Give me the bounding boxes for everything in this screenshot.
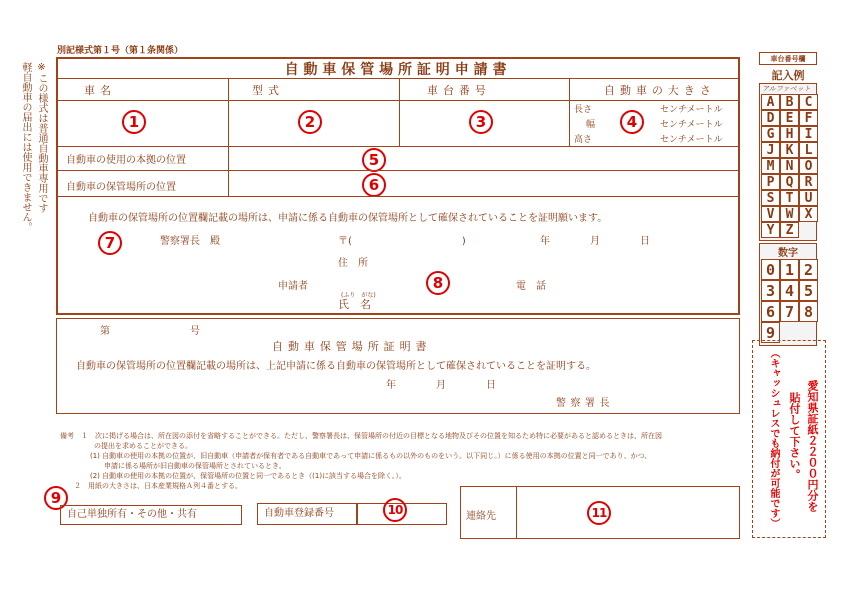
alphabet-letter: N: [780, 158, 799, 174]
legend-panel: [759, 52, 817, 342]
note-line-1: 備考 １ 次に掲げる場合は、所在図の添付を省略することができる。ただし、警察署長は、保管場所の付近の目標となる地物及びその位置を知るため特に必要があると認めるときは、所在図: [60, 432, 662, 440]
alphabet-letter: K: [780, 142, 799, 158]
marker-4: [620, 110, 644, 134]
alphabet-letter: I: [799, 126, 818, 142]
digit: 3: [761, 280, 780, 301]
legend-subtitle: 記入例: [771, 69, 805, 82]
note-line-6: ２ 用紙の大きさは、日本産業規格Ａ列４番とする。: [74, 482, 242, 490]
postal-code: 〒( ): [338, 236, 466, 247]
alphabet-letter: W: [780, 206, 799, 222]
left-note-2: 軽自動車の届出には使用できません。: [20, 62, 31, 232]
cert-text: 自動車の保管場所の位置欄記載の場所は、上記申請に係る自動車の保管場所として確保されていることを証明する。: [76, 361, 596, 372]
notes: [60, 431, 750, 491]
marker-5: [362, 148, 386, 172]
size-width-label: 幅: [586, 120, 596, 130]
form-id: 別記様式第１号（第１条関係）: [57, 46, 184, 56]
digit: 1: [780, 259, 799, 280]
circled-number: 10: [383, 498, 407, 522]
cert-police: 警察署長: [556, 398, 614, 409]
circled-number: 4: [620, 110, 644, 134]
marker-7: [98, 231, 122, 255]
circled-number: 9: [44, 486, 68, 510]
note-line-2: の提出を求めることができる。: [94, 442, 192, 450]
ownership-box: [60, 505, 242, 525]
circled-number: 1: [122, 110, 146, 134]
alphabet-letter: R: [799, 174, 818, 190]
police-chief-to: 警察署長 殿: [160, 236, 220, 247]
stamp-text-3: （キャッシュレスでも納付が可能です）: [768, 348, 779, 528]
name-label: 氏 名: [338, 298, 371, 311]
note-line-3: (1) 自動車の使用の本拠の位置が、旧自動車（申請者が保有者である自動車であって申請に係るもの以外のものをいう。以下同じ。）に係る使用の本拠の位置と同一であり、かつ、: [90, 452, 652, 460]
alphabet-letter: X: [799, 206, 818, 222]
alphabet-letter: Q: [780, 174, 799, 190]
alphabet-letter: T: [780, 190, 799, 206]
size-height-label: 高さ: [574, 135, 593, 145]
stamp-text-2: 貼付して下さい。: [788, 392, 801, 480]
address-label: 住 所: [338, 258, 368, 269]
digit: 7: [780, 301, 799, 322]
header-size: 自動車の大きさ: [604, 84, 716, 97]
applicant-label: 申請者: [278, 281, 308, 292]
alpha-block: [759, 83, 817, 241]
digit: 6: [761, 301, 780, 322]
marker-2: [298, 110, 322, 134]
digit-block: [759, 243, 817, 346]
request-text: 自動車の保管場所の位置欄記載の場所は、申請に係る自動車の保管場所として確保されていることを証明願います。: [88, 213, 608, 224]
digits-label: 数字: [778, 248, 798, 259]
note-line-5: (2) 自動車の使用の本拠の位置が、保管場所の位置と同一であるとき（(1)に該当する場合を除く。）。: [90, 472, 406, 480]
alphabet-grid: [761, 94, 816, 238]
alphabet-letter: G: [761, 126, 780, 142]
phone-label: 電 話: [516, 281, 546, 292]
marker-1: [122, 110, 146, 134]
alphabet-letter: A: [761, 94, 780, 110]
header-name: [84, 82, 224, 98]
alphabet-letter: P: [761, 174, 780, 190]
storage-location-label: 自動車の保管場所の位置: [66, 182, 176, 193]
name-ruby: (ふり がな): [341, 292, 376, 299]
stamp-text-1: 愛知県証紙２２００円分を: [806, 380, 819, 512]
header-chassis: 車台番号: [427, 84, 491, 97]
circled-number: 7: [98, 231, 122, 255]
header-model: 型式: [252, 84, 284, 97]
alphabet-letter: S: [761, 190, 780, 206]
digits-grid: [761, 259, 816, 343]
marker-8: [426, 271, 450, 295]
alphabet-letter: J: [761, 142, 780, 158]
digit: 8: [799, 301, 818, 322]
digit: 9: [761, 322, 780, 343]
alphabet-letter: B: [780, 94, 799, 110]
alphabet-letter: H: [780, 126, 799, 142]
circled-number: 11: [587, 501, 611, 525]
alphabet-letter: U: [799, 190, 818, 206]
circled-number: 6: [362, 173, 386, 197]
size-height-unit: センチメートル: [660, 135, 723, 145]
alphabet-letter: V: [761, 206, 780, 222]
header-name-text: 車名: [84, 84, 116, 97]
alphabet-letter: C: [799, 94, 818, 110]
circled-number: 8: [426, 271, 450, 295]
legend-title: 車台番号欄: [759, 52, 817, 65]
marker-3: [469, 110, 493, 134]
size-length-unit: センチメートル: [660, 105, 723, 115]
alphabet-letter: E: [780, 110, 799, 126]
alphabet-letter: O: [799, 158, 818, 174]
alphabet-letter: M: [761, 158, 780, 174]
application-title: 自動車保管場所証明申請書: [284, 62, 512, 78]
note-line-4: 申請に係る場所が旧自動車の保管場所とされているとき。: [104, 462, 286, 470]
circled-number: 3: [469, 110, 493, 134]
alpha-label: アルファベット: [762, 85, 811, 93]
digit: 2: [799, 259, 818, 280]
reg-label-box: [257, 503, 357, 525]
alphabet-letter: D: [761, 110, 780, 126]
circled-number: 5: [362, 148, 386, 172]
size-length-label: 長さ: [574, 105, 593, 115]
digit: 0: [761, 259, 780, 280]
cert-number: 第 号: [100, 326, 200, 337]
circled-number: 2: [298, 110, 322, 134]
alphabet-letter: F: [799, 110, 818, 126]
left-note: [34, 62, 49, 302]
digit: 5: [799, 280, 818, 301]
marker-10: [383, 497, 407, 522]
alphabet-letter: L: [799, 142, 818, 158]
marker-6: [362, 173, 386, 197]
ownership-text: 自己単独所有・その他・共有: [67, 509, 197, 520]
base-location-label: 自動車の使用の本拠の位置: [66, 155, 186, 166]
cert-title: 自動車保管場所証明書: [272, 340, 432, 353]
digit: 4: [780, 280, 799, 301]
request-date: 年 月 日: [540, 236, 650, 247]
marker-11: [587, 500, 611, 525]
alphabet-letter: Y: [761, 222, 780, 238]
cert-date: 年 月 日: [386, 380, 496, 391]
size-width-unit: センチメートル: [660, 120, 723, 130]
left-note-line1: ※この様式は普通自動車専用です: [36, 62, 47, 213]
contact-label: 連絡先: [466, 511, 496, 522]
reg-label: 自動車登録番号: [264, 508, 334, 519]
alphabet-letter: Z: [780, 222, 799, 238]
